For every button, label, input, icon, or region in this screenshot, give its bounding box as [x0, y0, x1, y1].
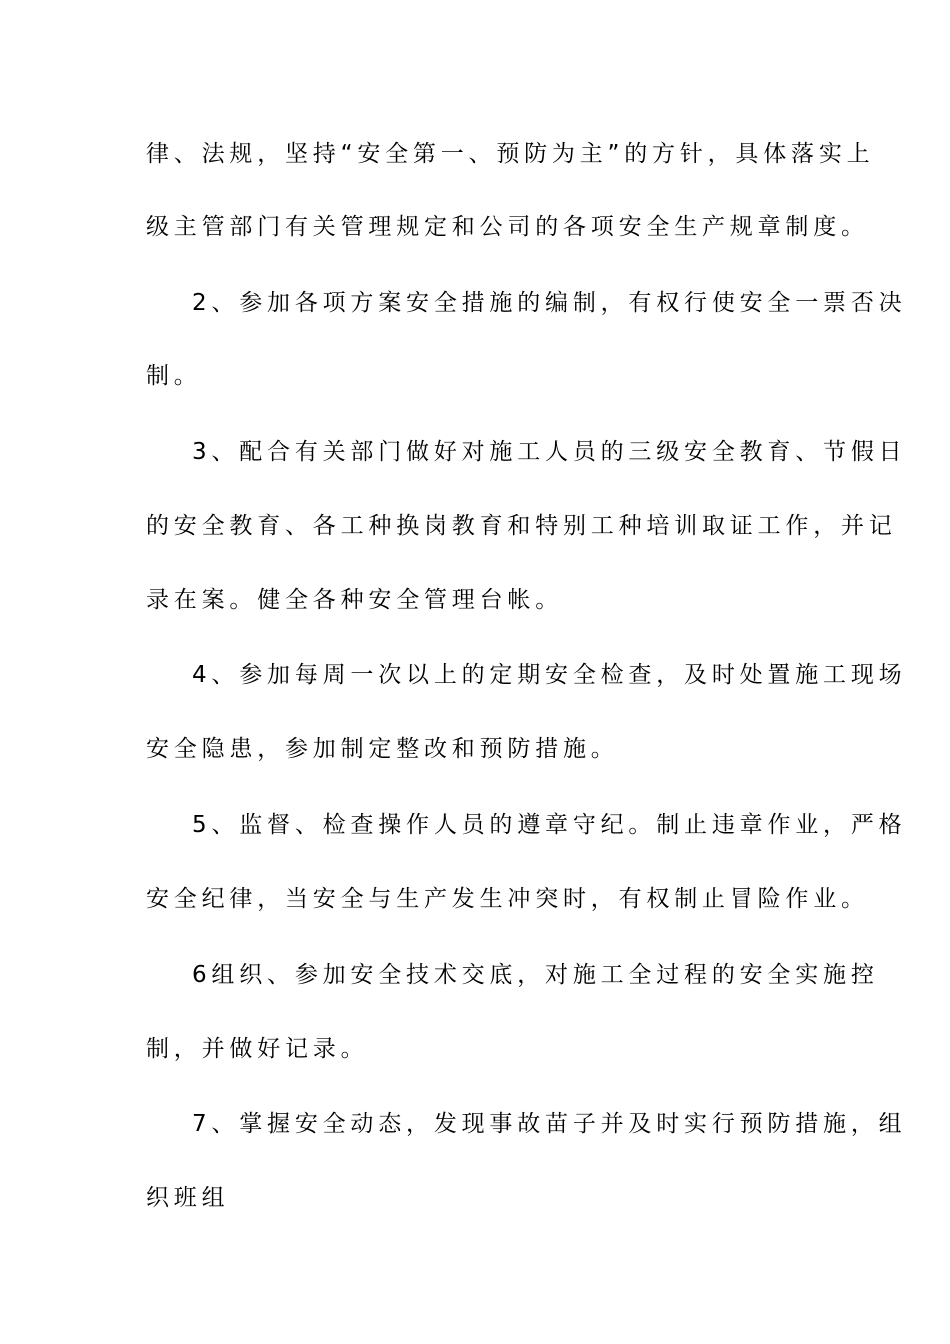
item-6-line-2: 制，并做好记录。	[146, 1036, 369, 1062]
text-line-2: 级主管部门有关管理规定和公司的各项安全生产规章制度。	[146, 214, 869, 240]
item-6-line-1: 6组织、参加安全技术交底，对施工全过程的安全实施控	[192, 962, 879, 988]
item-3-line-1: 3、配合有关部门做好对施工人员的三级安全教育、节假日	[192, 439, 907, 465]
item-4-line-2: 安全隐患，参加制定整改和预防措施。	[146, 736, 619, 762]
item-7-line-1: 7、掌握安全动态，发现事故苗子并及时实行预防措施，组	[192, 1111, 907, 1137]
item-2-line-1: 2、参加各项方案安全措施的编制，有权行使安全一票否决	[192, 290, 907, 316]
item-3-line-3: 录在案。健全各种安全管理台帐。	[146, 587, 563, 613]
item-7-line-2: 织班组	[146, 1185, 230, 1211]
item-3-line-2: 的安全教育、各工种换岗教育和特别工种培训取证工作，并记	[146, 513, 897, 539]
item-4-line-1: 4、参加每周一次以上的定期安全检查，及时处置施工现场	[192, 662, 907, 688]
item-5-line-1: 5、监督、检查操作人员的遵章守纪。制止违章作业，严格	[192, 812, 907, 838]
text-line-1: 律、法规，坚持“安全第一、预防为主”的方针，具体落实上	[146, 141, 875, 167]
item-2-line-2: 制。	[146, 363, 202, 389]
item-5-line-2: 安全纪律，当安全与生产发生冲突时，有权制止冒险作业。	[146, 886, 869, 912]
